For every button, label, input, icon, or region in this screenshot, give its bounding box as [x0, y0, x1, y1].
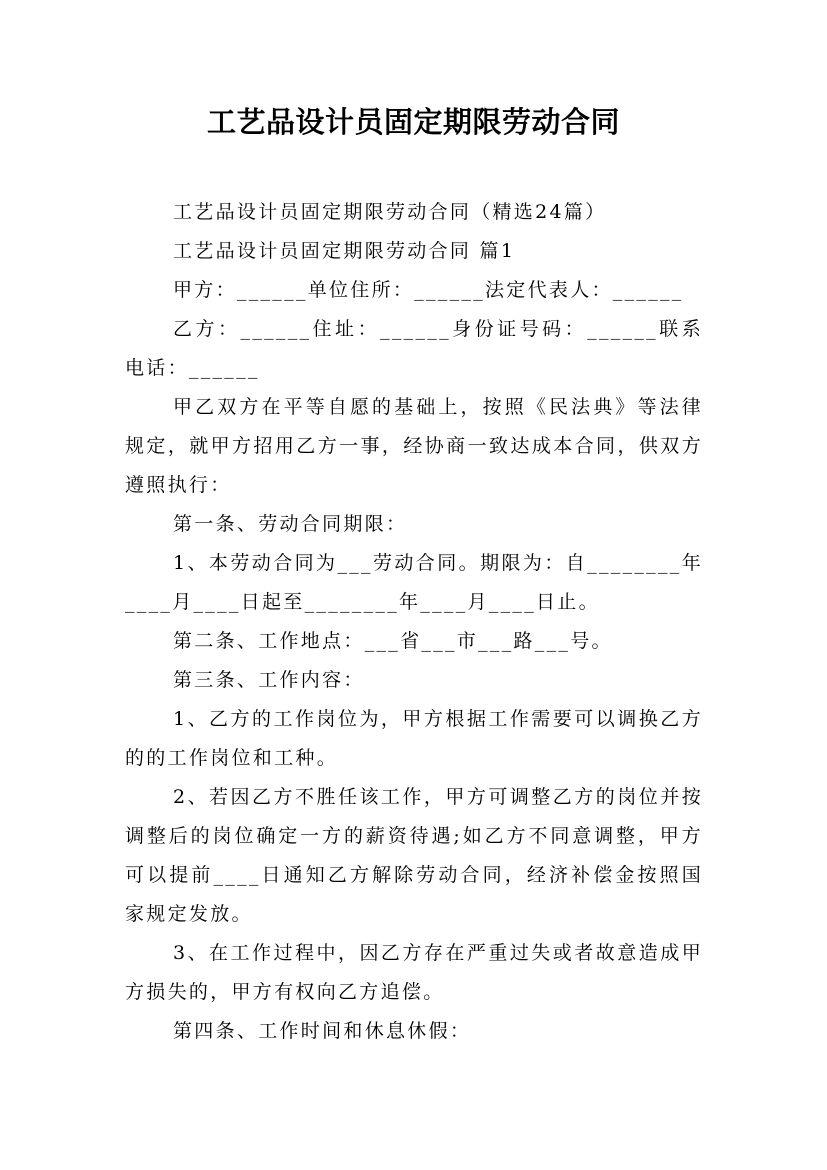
paragraph-article-3-item-1: 1、乙方的工作岗位为，甲方根据工作需要可以调换乙方的的工作岗位和工种。 — [125, 708, 703, 769]
paragraph-article-3-item-2: 2、若因乙方不胜任该工作，甲方可调整乙方的岗位并按调整后的岗位确定一方的薪资待遇;如乙方不同意调整，甲方可以提前____日通知乙方解除劳动合同，经济补偿金按照国家规定发放。 — [125, 786, 703, 925]
paragraph-party-a: 甲方：______单位住所：______法定代表人：______ — [173, 279, 684, 301]
paragraph-preamble: 甲乙双方在平等自愿的基础上，按照《民法典》等法律规定，就甲方招用乙方一事，经协商一致达成本合同，供双方遵照执行： — [125, 396, 703, 496]
paragraph-article-2: 第二条、工作地点：___省___市___路___号。 — [173, 630, 613, 652]
paragraph-section-heading: 工艺品设计员固定期限劳动合同 篇1 — [173, 240, 516, 262]
paragraph-subtitle: 工艺品设计员固定期限劳动合同（精选24篇） — [173, 201, 607, 223]
document-title: 工艺品设计员固定期限劳动合同 — [206, 105, 620, 139]
paragraph-article-3-item-3: 3、在工作过程中，因乙方存在严重过失或者故意造成甲方损失的，甲方有权向乙方追偿。 — [125, 942, 703, 1003]
paragraph-article-1: 第一条、劳动合同期限： — [173, 513, 408, 535]
paragraph-article-4: 第四条、工作时间和休息休假： — [173, 1020, 472, 1042]
paragraph-article-1-item-1: 1、本劳动合同为___劳动合同。期限为：自________年____月____日起至________年____月____日止。 — [125, 552, 703, 613]
document-body — [125, 193, 703, 1051]
paragraph-party-b: 乙方：______住址：______身份证号码：______联系电话：______ — [125, 318, 703, 379]
paragraph-article-3: 第三条、工作内容： — [173, 669, 365, 691]
